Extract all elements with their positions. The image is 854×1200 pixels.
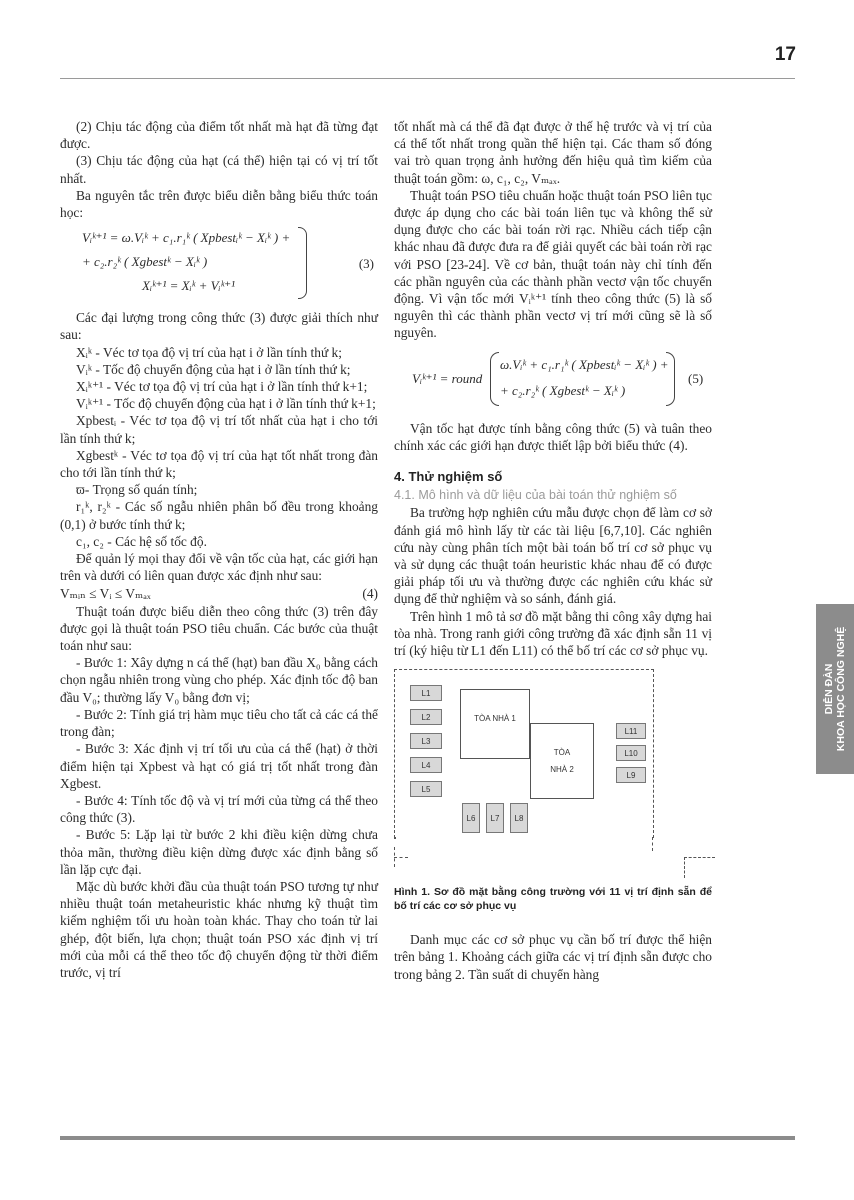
- side-section-tab: [816, 604, 854, 774]
- paragraph: Thuật toán được biểu diễn theo công thức (3) trên đây được gọi là thuật toán PSO tiêu chuẩn. Các bước của thuật toán như sau:: [60, 603, 378, 654]
- paragraph: Ba trường hợp nghiên cứu mẫu được chọn để làm cơ sở đánh giá mô hình lấy từ các tài liệu [6,7,10]. Các nghiên cứu này cùng phân tích một bài toán bố trí cơ sở phục vụ và sử dụng các thuật toán heuristic khác nhau để có được giải pháp tối ưu và thường được các nghiên cứu khác sử dụng để thử nghiệm và so sánh, đánh giá.: [394, 505, 712, 607]
- building-2: [530, 723, 594, 799]
- paragraph: Vận tốc hạt được tính bằng công thức (5) và tuân theo chính xác các giới hạn được thiết lập bởi biểu thức (4).: [394, 420, 712, 453]
- site-boundary: [684, 857, 715, 878]
- definition: ϖ- Trọng số quán tính;: [76, 482, 198, 498]
- formula-5: [394, 350, 712, 410]
- side-tab-line: KHOA HỌC CÔNG NGHỆ: [835, 626, 848, 752]
- location-L3: L3: [410, 733, 442, 749]
- figure-caption: Hình 1. Sơ đồ mặt bằng công trường với 11 vị trí định sẵn để bố trí các cơ sở phục vụ: [394, 886, 712, 913]
- step: - Bước 1: Xây dựng n cá thể (hạt) ban đầu X₀ bằng cách chọn ngẫu nhiên trong vùng cho phép. Xác định tốc độ ban đầu V₀; thường lấy V₀ bằng đơn vị;: [60, 655, 378, 705]
- definition: r₁ᵏ, r₂ᵏ - Các số ngẫu nhiên phân bố đều trong khoảng (0,1) ở bước tính thứ k;: [60, 499, 378, 532]
- formula-3: [60, 227, 378, 301]
- location-L2: L2: [410, 709, 442, 725]
- location-L10: L10: [616, 745, 646, 761]
- paragraph: Ba nguyên tắc trên được biểu diễn bằng biểu thức toán học:: [60, 187, 378, 221]
- building-2-label: NHÀ 2: [550, 765, 574, 775]
- equation-number: (3): [358, 256, 374, 272]
- site-boundary: [652, 837, 653, 851]
- definition: Vᵢᵏ⁺¹ - Tốc độ chuyển động của hạt i ở lần tính thứ k+1;: [76, 396, 376, 412]
- paragraph: Mặc dù bước khởi đầu của thuật toán PSO tương tự như nhiều thuật toán metaheuristic khác nhưng kỹ thuật tìm kiếm nghiệm tối ưu hoàn toàn khác. Thay cho toán tử lai ghép, đột biến, lựa chọn; thuật toán PSO xác định vị trí mới của mỗi cá thể theo tốc độ chuyển động từ thời điểm trước, vị trí: [60, 878, 378, 980]
- definition: Xᵢᵏ⁺¹ - Véc tơ tọa độ vị trí của hạt i ở lần tính thứ k+1;: [76, 379, 368, 395]
- formula-4: [60, 585, 378, 602]
- site-plan-figure: [394, 667, 664, 877]
- location-L7: L7: [486, 803, 504, 833]
- formula-line: ω.Vᵢᵏ + c₁.r₁ᵏ ( Xpbestᵢᵏ − Xᵢᵏ ) +: [500, 356, 669, 372]
- paragraph: (3) Chịu tác động của hạt (cá thể) hiện tại có vị trí tốt nhất.: [60, 153, 378, 186]
- left-column: [60, 118, 378, 981]
- step: - Bước 3: Xác định vị trí tối ưu của cá thể (hạt) ở thời điểm hiện tại Xpbest và hạt có giá trị tốt nhất trong đàn Xgbest.: [60, 741, 378, 791]
- definition: Xpbestᵢ - Véc tơ tọa độ vị trí tốt nhất của hạt i cho tới lần tính thứ k;: [60, 413, 378, 446]
- location-L4: L4: [410, 757, 442, 773]
- formula-line: Vᵢᵏ⁺¹ = ω.Vᵢᵏ + c₁.r₁ᵏ ( Xpbestᵢᵏ − Xᵢᵏ ) +: [82, 230, 291, 246]
- paragraph: Thuật toán PSO tiêu chuẩn hoặc thuật toán PSO liên tục được áp dụng cho các bài toán liên tục và không thể sử dụng được cho các bài toán rời rạc. Nhiều cách tiếp cận khác nhau đã được đưa ra để giải quyết các bài toán rời rạc với PSO [23-24]. Về cơ bản, thuật toán này chỉ tính đến các phần nguyên của các thành phần vectơ vận tốc chuyển động. Vì vận tốc mới Vᵢᵏ⁺¹ tính theo công thức (5) là số nguyên thì các thành phần vectơ vị trí mới cũng sẽ là số nguyên.: [394, 187, 712, 341]
- formula-line: Vₘᵢₙ ≤ Vᵢ ≤ Vₘₐₓ: [60, 586, 151, 602]
- paragraph: tốt nhất mà cá thể đã đạt được ở thế hệ trước và vị trí của cá thể tốt nhất trong quần thể hiện tại. Các tham số đóng vai trò quan trọng ảnh hưởng đến hiệu quả tìm kiếm của thuật toán gồm: ω, c₁, c₂, Vₘₐₓ.: [394, 119, 712, 186]
- site-boundary: [394, 857, 408, 858]
- formula-lhs: Vᵢᵏ⁺¹ = round: [412, 370, 483, 386]
- location-L8: L8: [510, 803, 528, 833]
- step: - Bước 2: Tính giá trị hàm mục tiêu cho tất cả các cá thể trong đàn;: [60, 706, 378, 740]
- definition: c₁, c₂ - Các hệ số tốc độ.: [76, 533, 207, 549]
- location-L5: L5: [410, 781, 442, 797]
- brace: [298, 227, 307, 299]
- equation-number: (5): [688, 370, 704, 386]
- formula-line: + c₂.r₂ᵏ ( Xgbestᵏ − Xᵢᵏ ): [82, 254, 208, 270]
- right-paren: [666, 352, 675, 406]
- side-tab-line: DIỄN ĐÀN: [823, 663, 836, 715]
- step: - Bước 5: Lặp lại từ bước 2 khi điều kiện dừng chưa thỏa mãn, thường điều kiện dừng được xác định bằng số lần lặp cực đại.: [60, 827, 378, 877]
- footer-rule: [60, 1136, 795, 1140]
- page-number: 17: [774, 44, 796, 65]
- formula-line: + c₂.r₂ᵏ ( Xgbestᵏ − Xᵢᵏ ): [500, 382, 626, 398]
- building-2-label: TÒA: [553, 748, 571, 758]
- location-L11: L11: [616, 723, 646, 739]
- subsection-heading: 4.1. Mô hình và dữ liệu của bài toán thử nghiệm số: [394, 488, 677, 503]
- paragraph: Trên hình 1 mô tả sơ đồ mặt bằng thi công xây dựng hai tòa nhà. Trong ranh giới công trường đã xác định sẵn 11 vị trí (ký hiệu từ L1 đến L11) có thể bố trí các cơ sở phục vụ.: [394, 608, 712, 659]
- step: - Bước 4: Tính tốc độ và vị trí mới của từng cá thể theo công thức (3).: [60, 792, 378, 826]
- location-L1: L1: [410, 685, 442, 701]
- paragraph: (2) Chịu tác động của điểm tốt nhất mà hạt đã từng đạt được.: [60, 119, 378, 152]
- definition: Vᵢᵏ - Tốc độ chuyển động của hạt i ở lần tính thứ k;: [76, 361, 351, 377]
- right-column: [394, 118, 712, 983]
- paragraph: Danh mục các cơ sở phục vụ cần bố trí được thể hiện trên bảng 1. Khoảng cách giữa các vị trí định sẵn được cho trong bảng 2. Tần suất di chuyển hàng: [394, 932, 712, 982]
- left-paren: [490, 352, 499, 406]
- section-heading: 4. Thử nghiệm số: [394, 469, 503, 485]
- location-L9: L9: [616, 767, 646, 783]
- formula-line: Xᵢᵏ⁺¹ = Xᵢᵏ + Vᵢᵏ⁺¹: [142, 278, 236, 294]
- paragraph: Để quản lý mọi thay đổi về vận tốc của hạt, các giới hạn trên và dưới có liên quan được xác định như sau:: [60, 551, 378, 584]
- site-boundary: [394, 837, 396, 839]
- header-rule: [60, 78, 795, 79]
- definition: Xgbestᵏ - Véc tơ tọa độ vị trí của hạt tốt nhất trong đàn cho tới lần tính thứ k;: [60, 447, 378, 481]
- definition: Xᵢᵏ - Véc tơ tọa độ vị trí của hạt i ở lần tính thứ k;: [76, 344, 342, 360]
- building-1: TÒA NHÀ 1: [460, 689, 530, 759]
- location-L6: L6: [462, 803, 480, 833]
- paragraph: Các đại lượng trong công thức (3) được giải thích như sau:: [60, 310, 378, 343]
- equation-number: (4): [362, 586, 378, 602]
